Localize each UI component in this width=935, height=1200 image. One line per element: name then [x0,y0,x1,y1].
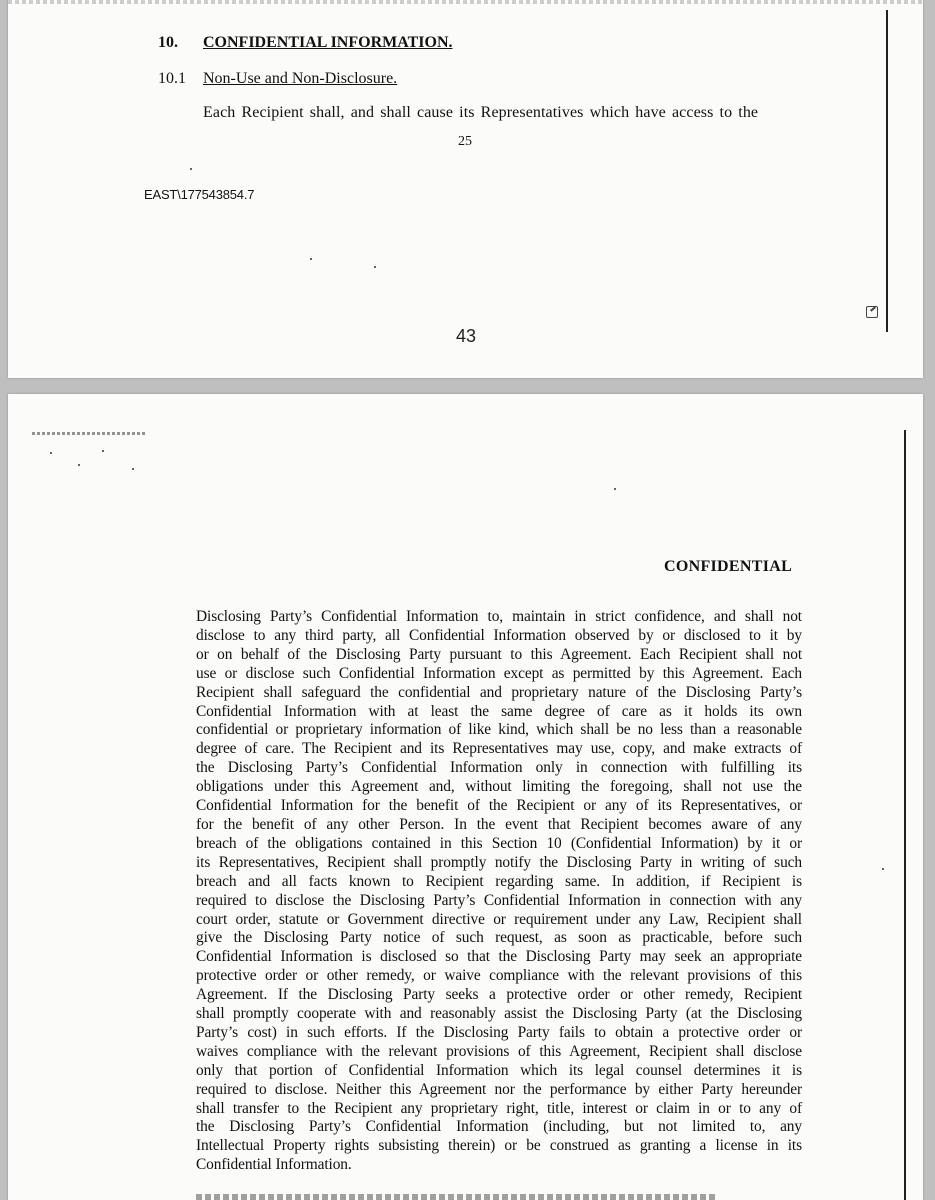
paragraph-line: or on behalf of the Disclosing Party pursuant to this Agreement. Each Recipient shall not [196,645,802,663]
scan-speck [882,868,884,870]
cutoff-previous-text [8,0,923,4]
paragraph-line: the Disclosing Party’s Confidential Information (including, but not limited to, any [196,1118,802,1136]
scan-header-noise [32,432,146,435]
subsection-number: 10.1 [158,70,186,87]
confidential-header: CONFIDENTIAL [664,558,793,575]
paragraph-line: Intellectual Property rights subsisting therein) or be construed as granting a license in its [196,1137,802,1155]
paragraph-line: disclose to any third party, all Confidential Information observed by or disclosed to it by [196,626,802,644]
section-number: 10. [158,34,178,51]
paragraph-line: shall transfer to the Recipient any proprietary right, title, interest or claim in or to any of [196,1099,802,1117]
paragraph-start: Each Recipient shall, and shall cause its Representatives which have access to the [203,104,759,121]
document-page-bottom [8,394,923,1200]
paragraph-line: degree of care. The Recipient and its Representatives may use, copy, and make extracts of [196,740,802,758]
paragraph-line: its Representatives, Recipient shall promptly notify the Disclosing Party in writing of such [196,853,802,871]
margin-rule [904,430,906,1200]
paragraph-line: required to disclose. Neither this Agreement nor the performance by either Party hereunder [196,1080,802,1098]
paragraph-line: only that portion of Confidential Information which its legal counsel determines it is [196,1061,802,1079]
paragraph-line: for the benefit of any other Person. In the event that Recipient becomes aware of any [196,815,802,833]
scan-speck [310,258,312,260]
paragraph-line: waives compliance with the relevant provisions of this Agreement, Recipient shall disclose [196,1042,802,1060]
paragraph-line: Disclosing Party’s Confidential Information to, maintain in strict confidence, and shall not [196,608,802,625]
paragraph-line: obligations under this Agreement and, without limiting the foregoing, shall not use the [196,778,802,796]
paragraph-line: breach of the obligations contained in this Section 10 (Confidential Information) by it or [196,834,802,852]
scan-speck [102,450,104,452]
document-page-top [8,0,923,378]
subsection-title: Non-Use and Non-Disclosure. [203,70,398,87]
paragraph-line: protective order or other remedy, or waive compliance with the relevant provisions of this [196,967,802,985]
paragraph-line: Recipient shall safeguard the confidential and proprietary nature of the Disclosing Party’s [196,683,802,701]
paragraph-line: shall promptly cooperate with and reasonably assist the Disclosing Party (at the Disclosing [196,1005,802,1023]
paragraph-line: breach and all facts known to Recipient regarding same. In addition, if Recipient is [196,872,802,890]
paragraph-line: Confidential Information for the benefit of the Recipient or any of its Representatives, or [196,797,802,815]
paragraph-line: use or disclose such Confidential Information except as permitted by this Agreement. Each [196,664,802,682]
paragraph-line: give the Disclosing Party notice of such request, as soon as practicable, before such [196,929,802,947]
scan-speck [50,452,52,454]
paragraph-line: Confidential Information is disclosed so that the Disclosing Party may seek an appropriate [196,948,802,966]
paragraph-line: Party’s cost) in such efforts. If the Disclosing Party fails to obtain a protective order or [196,1023,802,1041]
scan-speck [374,266,376,268]
paragraph-line: Confidential Information with at least the same degree of care as it holds its own [196,702,802,720]
scan-speck [132,468,134,470]
inner-page-number: 25 [458,134,472,149]
margin-rule [886,10,888,332]
edit-icon[interactable] [866,306,878,318]
paragraph-line: Agreement. If the Disclosing Party seeks a protective order or other remedy, Recipient [196,986,802,1004]
viewer-page-number: 43 [456,326,477,346]
scan-speck [190,168,192,170]
section-title: CONFIDENTIAL INFORMATION. [203,34,453,51]
paragraph-line: the Disclosing Party’s Confidential Information only in connection with fulfilling its [196,759,802,777]
cutoff-next-text [196,1194,716,1200]
paragraph-line: Confidential Information. [196,1156,352,1174]
paragraph-line: confidential or proprietary information of like kind, which shall be no less than a reasonable [196,721,802,739]
confidential-paragraph [196,608,802,1175]
paragraph-line: required to disclose the Disclosing Party’s Confidential Information in connection with any [196,891,802,909]
document-id: EAST\177543854.7 [144,187,255,202]
scan-speck [614,488,616,490]
scan-speck [78,464,80,466]
paragraph-line: court order, statute or Government directive or requirement under any Law, Recipient shall [196,910,802,928]
